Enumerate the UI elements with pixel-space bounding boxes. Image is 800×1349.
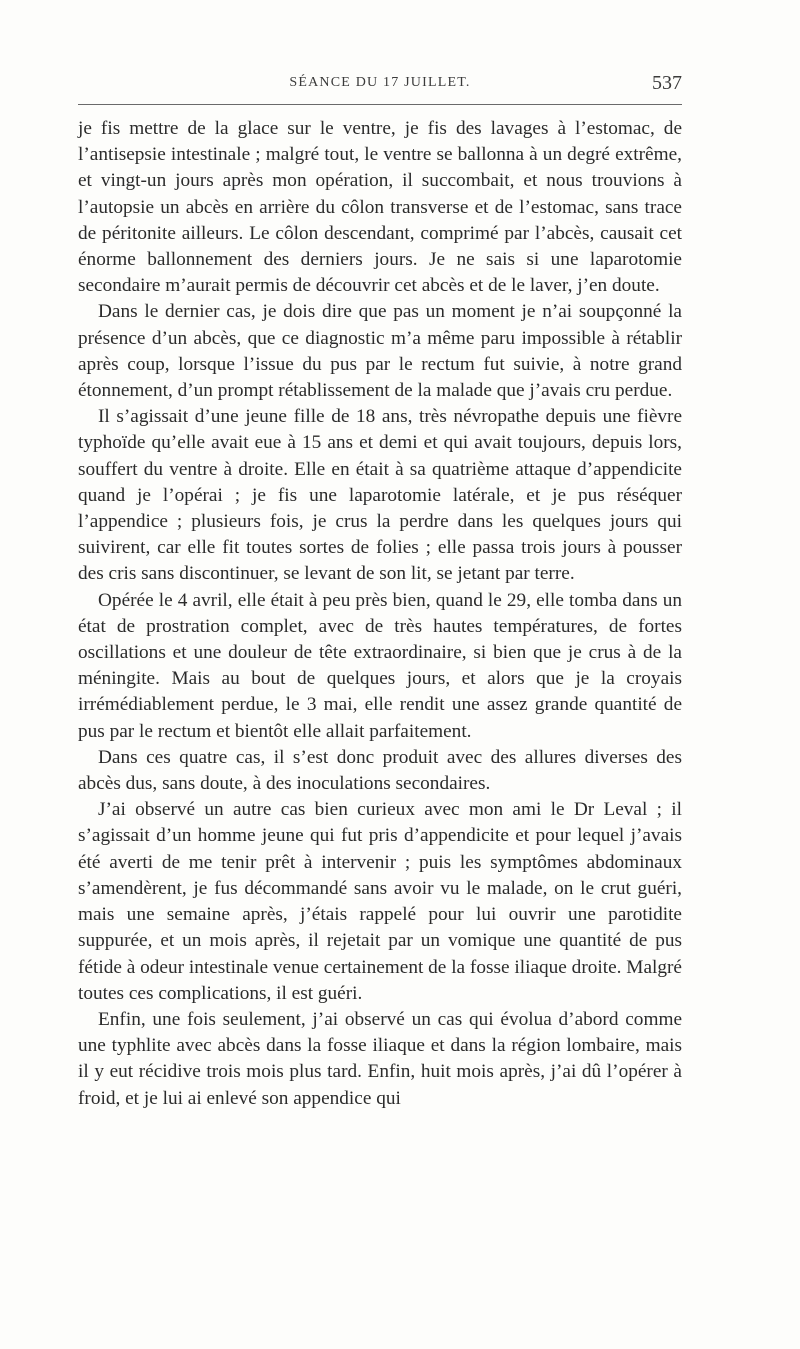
paragraph-dr-leval: J’ai observé un autre cas bien curieux avec mon ami le Dr Leval ; il s’agissait d’un homme jeune qui fut pris d’appendicite et pour lequel j’avais été averti de me tenir prêt à intervenir ; puis les symptômes abdominaux s’amendèrent, je fus décommandé sans avoir vu le malade, on le crut guéri, mais une semaine après, j’étais rappelé pour lui ouvrir une parotidite suppurée, et un mois après, il rejetait par un vomique une quantité de pus fétide à odeur intestinale venue certainement de la fosse iliaque droite. Malgré toutes ces complications, il est guéri.	[78, 799, 682, 1004]
paragraph-continued: je fis mettre de la glace sur le ventre, je fis des lavages à l’estomac, de l’antisepsie intestinale ; malgré tout, le ventre se ballonna à un degré extrême, et vingt-un jours après mon opération, il succombait, et nous trouvions à l’autopsie un abcès en arrière du côlon transverse et de l’estomac, sans trace de péritonite ailleurs. Le côlon descendant, comprimé par l’abcès, causait cet énorme ballonnement des derniers jours. Je ne sais si une laparotomie secondaire m’aurait permis de découvrir cet abcès et de le laver, j’en doute.	[78, 118, 682, 297]
body-text	[78, 116, 682, 1112]
page-number: 537	[652, 72, 682, 94]
header-rule	[78, 104, 682, 105]
paragraph-operee: Opérée le 4 avril, elle était à peu près bien, quand le 29, elle tomba dans un état de prostration complet, avec de très hautes températures, de fortes oscillations et une douleur de tête extraordinaire, si bien que je crus à de la méningite. Mais au bout de quelques jours, et alors que je la croyais irrémédiablement perdue, le 3 mai, elle rendit une assez grande quantité de pus par le rectum et bientôt elle allait parfaitement.	[78, 589, 682, 742]
paragraph-quatre-cas: Dans ces quatre cas, il s’est donc produit avec des allures diverses des abcès dus, sans doute, à des inoculations secondaires.	[78, 746, 682, 795]
paragraph-dernier-cas: Dans le dernier cas, je dois dire que pas un moment je n’ai soupçonné la présence d’un abcès, que ce diagnostic m’a même paru impossible à rétablir après coup, lorsque l’issue du pus par le rectum fut suivie, à notre grand étonnement, d’un prompt rétablissement de la malade que j’avais cru perdue.	[78, 301, 682, 402]
paragraph-enfin: Enfin, une fois seulement, j’ai observé un cas qui évolua d’abord comme une typhlite avec abcès dans la fosse iliaque et dans la région lombaire, mais il y eut récidive trois mois plus tard. Enfin, huit mois après, j’ai dû l’opérer à froid, et je lui ai enlevé son appendice qui	[78, 1008, 682, 1109]
running-head	[78, 72, 682, 101]
paragraph-jeune-fille: Il s’agissait d’une jeune fille de 18 ans, très névropathe depuis une fièvre typhoïde qu’elle avait eue à 15 ans et demi et qui avait toujours, depuis lors, souffert du ventre à droite. Elle en était à sa quatrième attaque d’appendicite quand je l’opérai ; je fis une laparotomie latérale, et je pus réséquer l’appendice ; plusieurs fois, je crus la perdre dans les quelques jours qui suivirent, car elle fit toutes sortes de folies ; elle passa trois jours à pousser des cris sans discontinuer, se levant de son lit, se jetant par terre.	[78, 406, 682, 585]
running-title: SÉANCE DU 17 JUILLET.	[289, 75, 471, 90]
